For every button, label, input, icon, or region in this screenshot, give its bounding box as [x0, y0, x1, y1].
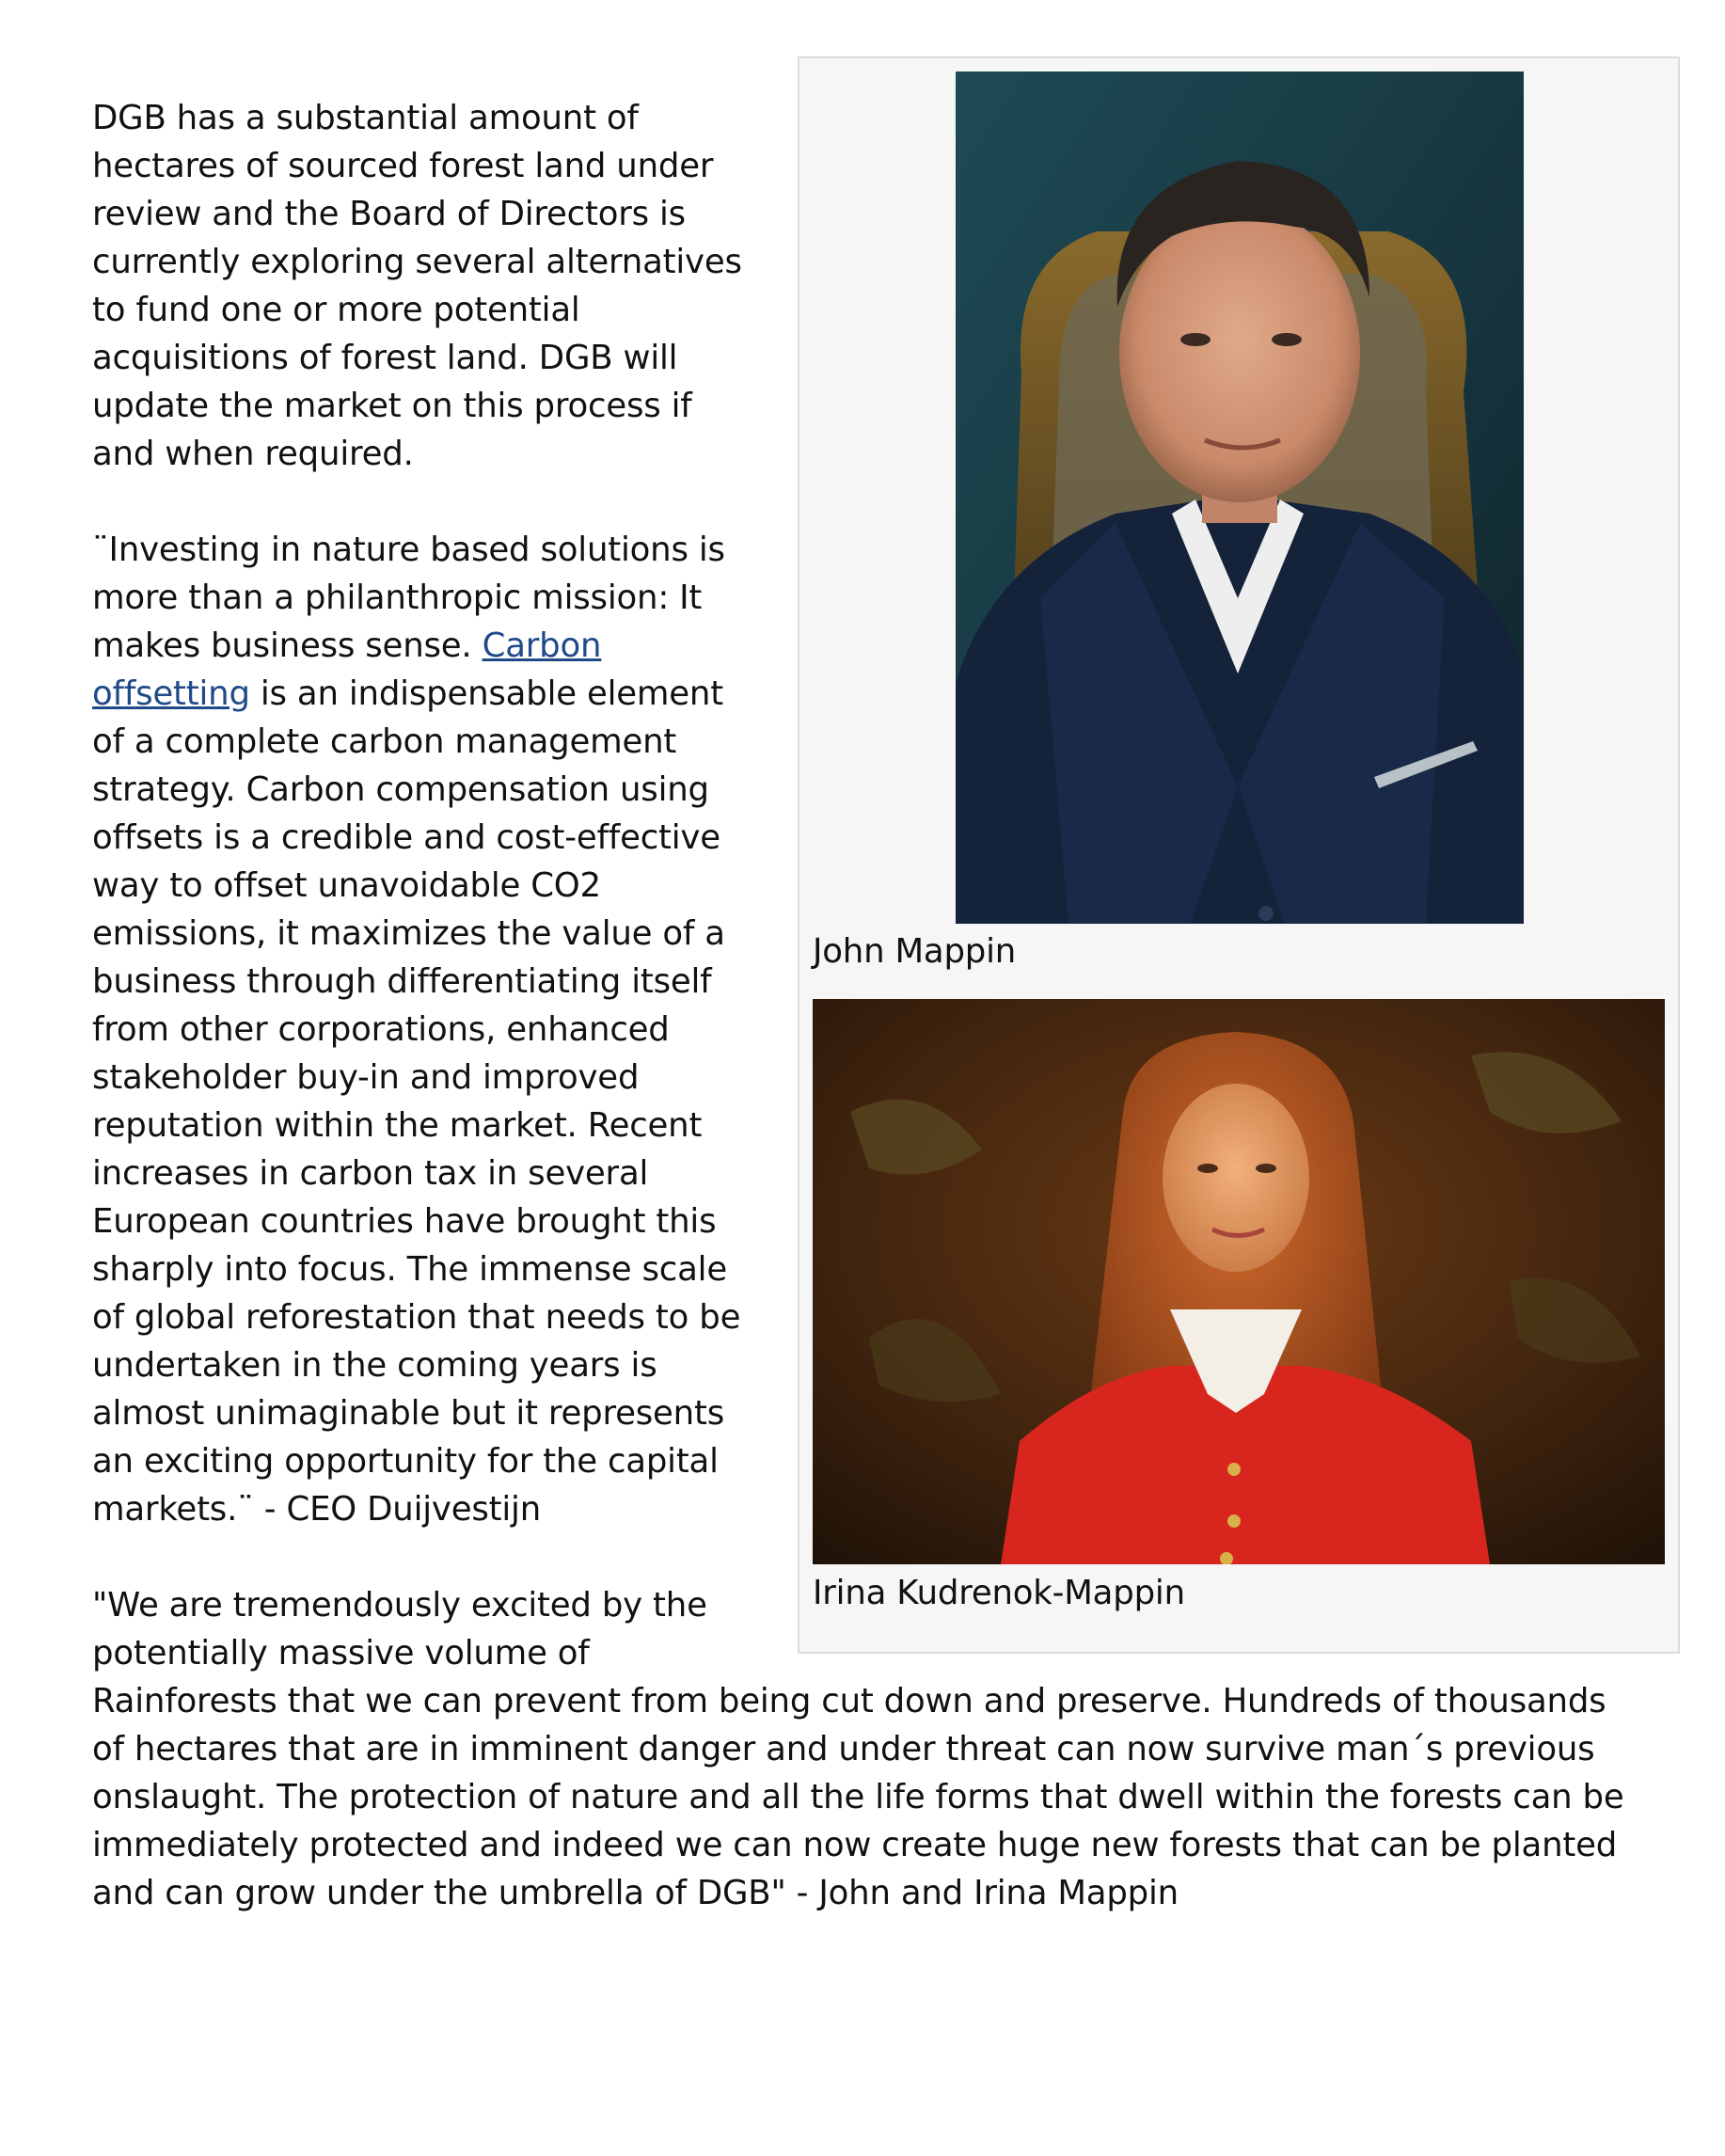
- photo-sidebar: [798, 56, 1680, 1654]
- irina-kudrenok-mappin-photo: [813, 999, 1665, 1564]
- article-body: [92, 94, 1635, 1965]
- ceo-quote-intro: ¨Investing in nature based solutions is more than a philanthropic mission: It makes business sense.: [92, 531, 725, 665]
- paragraph-funding-update: DGB has a substantial amount of hectares of sourced forest land under review and the Board of Directors is currently exploring several alternatives to fund one or more potential acquisitions of forest land. DGB will update the market on this process if and when required.: [92, 99, 742, 473]
- portrait-man-icon: [956, 71, 1524, 924]
- portrait-woman-icon: [813, 999, 1665, 1564]
- ceo-quote-body: is an indispensable element of a complete carbon management strategy. Carbon compensation using offsets is a credible and cost-effective way to offset unavoidable CO2 emissions, it maximizes the value of a business through differentiating itself from other corporations, enhanced stakeholder buy-in and improved reputation within the market. Recent increases in carbon tax in several European countries have brought this sharply into focus. The immense scale of global reforestation that needs to be undertaken in the coming years is almost unimaginable but it represents an exciting opportunity for the capital markets.¨ - CEO Duijvestijn: [92, 674, 741, 1529]
- john-mappin-photo: [956, 71, 1524, 924]
- irina-kudrenok-mappin-caption: Irina Kudrenok-Mappin: [813, 1574, 1185, 1612]
- carbon-offsetting-link[interactable]: Carbon offsetting: [92, 626, 602, 713]
- john-mappin-caption: John Mappin: [813, 932, 1017, 971]
- paragraph-mappin-quote: "We are tremendously excited by the potentially massive volume of Rainforests that we can prevent from being cut down and preserve. Hundreds of thousands of hectares that are in imminent danger and under threat can now survive man´s previous onslaught. The protection of nature and all the life forms that dwell within the forests can be immediately protected and indeed we can now create huge new forests that can be planted and can grow under the umbrella of DGB" - John and Irina Mappin: [92, 1586, 1624, 1912]
